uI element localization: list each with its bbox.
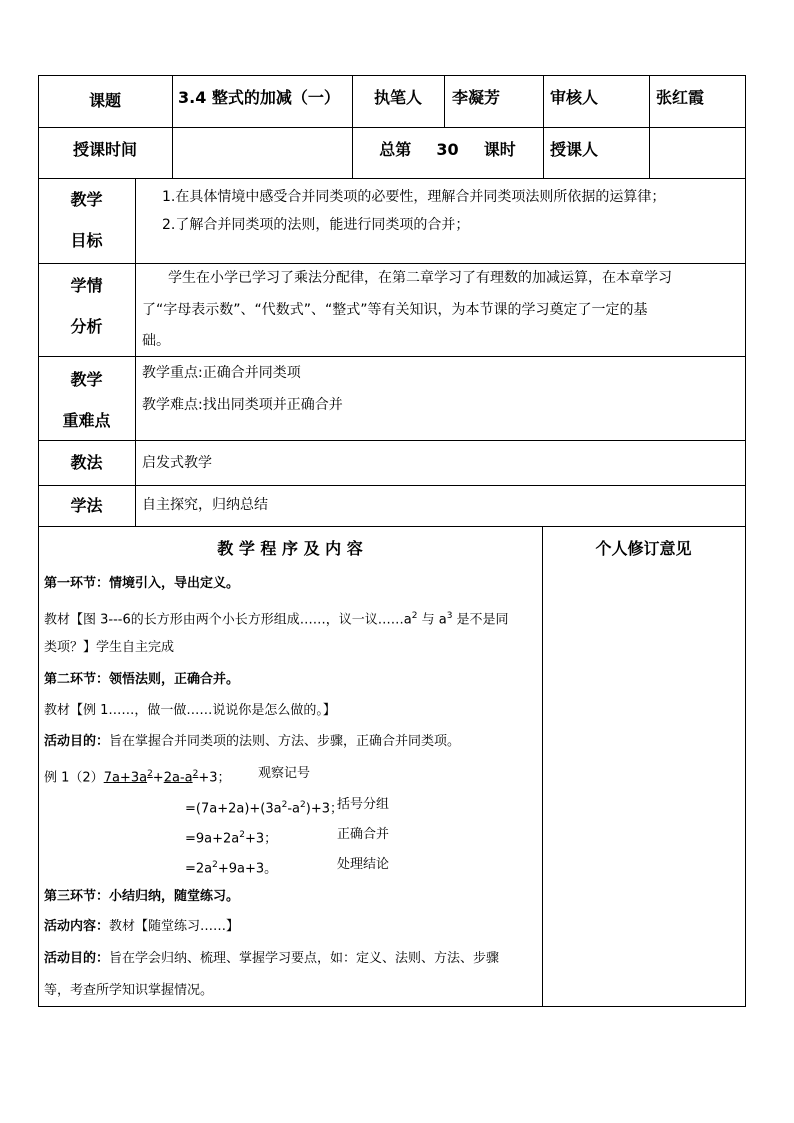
section-1-line-1: 教材【图 3---6的长方形由两个小长方形组成……，议一议$\dots\dots a^2$ 与 $a^3$ 是不是同 [44, 611, 509, 628]
section-3-goal-2: 等，考查所学知识掌握情况。 [44, 983, 214, 998]
total-label: 总第 [379, 140, 412, 159]
keypoints-line-1: 教学重点:正确合并同类项 [142, 365, 301, 381]
topic-label: 课题 [88, 91, 121, 110]
example-step-3: $=9a+2a^2+3$； [185, 830, 278, 847]
analysis-line-1: 学生在小学已学习了乘法分配律，在第二章学习了有理数的加减运算，在本章学习 [168, 270, 672, 286]
section-3-goal: 活动目的：旨在学会归纳、梳理、掌握学习要点，如：定义、法则、方法、步骤 [44, 951, 500, 966]
goals-line-2: 2.了解合并同类项的法则，能进行同类项的合并； [162, 217, 470, 233]
time-label: 授课时间 [72, 140, 137, 159]
section-1-title: 第一环节：情境引入，导出定义。 [44, 576, 240, 591]
writer-label: 执笔人 [373, 88, 422, 107]
procedure-title: 教 学 程 序 及 内 容 [217, 539, 363, 558]
keypoints-label [38, 366, 135, 435]
example-note-4: 处理结论 [337, 857, 390, 872]
analysis-label-2: 分析 [70, 317, 103, 336]
keypoints-label-2: 重难点 [62, 411, 111, 430]
reviewer-value: 张红霞 [656, 88, 705, 107]
total-lessons [352, 127, 543, 178]
example-note-2: 括号分组 [337, 797, 390, 812]
example-step-2: $=(7a+2a)+(3a^2-a^2)+3$； [185, 800, 343, 817]
total-unit: 课时 [483, 140, 516, 159]
goals-label-1: 教学 [70, 190, 103, 209]
reviewer-label: 审核人 [550, 88, 599, 107]
topic-value: 3.4 整式的加减（一） [178, 88, 340, 107]
teacher-label: 授课人 [550, 140, 599, 159]
analysis-label [38, 272, 135, 341]
analysis-line-3: 础。 [142, 333, 170, 349]
goals-label [38, 186, 135, 255]
section-1-line-2: 类项？】学生自主完成 [44, 640, 175, 655]
section-3-content: 活动内容：教材【随堂练习……】 [44, 919, 240, 934]
writer-value: 李凝芳 [452, 88, 501, 107]
section-3-title: 第三环节：小结归纳，随堂练习。 [44, 889, 240, 904]
keypoints-label-1: 教学 [70, 370, 103, 389]
keypoints-line-2: 教学难点:找出同类项并正确合并 [142, 397, 343, 413]
method-label: 教法 [70, 453, 103, 472]
total-value: 30 [436, 140, 459, 159]
learning-value: 自主探究，归纳总结 [142, 497, 268, 513]
analysis-line-2: 了“字母表示数”、“代数式”、“整式”等有关知识，为本节课的学习奠定了一定的基 [142, 302, 648, 318]
analysis-label-1: 学情 [70, 276, 103, 295]
section-2-title: 第二环节：领悟法则，正确合并。 [44, 672, 240, 687]
learning-label: 学法 [70, 496, 103, 515]
goals-label-2: 目标 [70, 231, 103, 250]
section-2-goal: 活动目的：旨在掌握合并同类项的法则、方法、步骤，正确合并同类项。 [44, 734, 461, 749]
time-value [172, 127, 352, 178]
example-step-4: $=2a^2+9a+3$。 [185, 860, 278, 877]
method-value: 启发式教学 [142, 455, 212, 471]
example-expression: 例 $1(2)7a+3a^2+2a-a^2+3$； [44, 769, 231, 786]
goals-line-1: 1.在具体情境中感受合并同类项的必要性，理解合并同类项法则所依据的运算律； [162, 189, 666, 205]
section-2-line-1: 教材【例 1……，做一做……说说你是怎么做的。】 [44, 703, 336, 718]
revision-title: 个人修订意见 [595, 539, 692, 558]
example-note-1: 观察记号 [258, 766, 311, 781]
example-note-3: 正确合并 [337, 827, 390, 842]
